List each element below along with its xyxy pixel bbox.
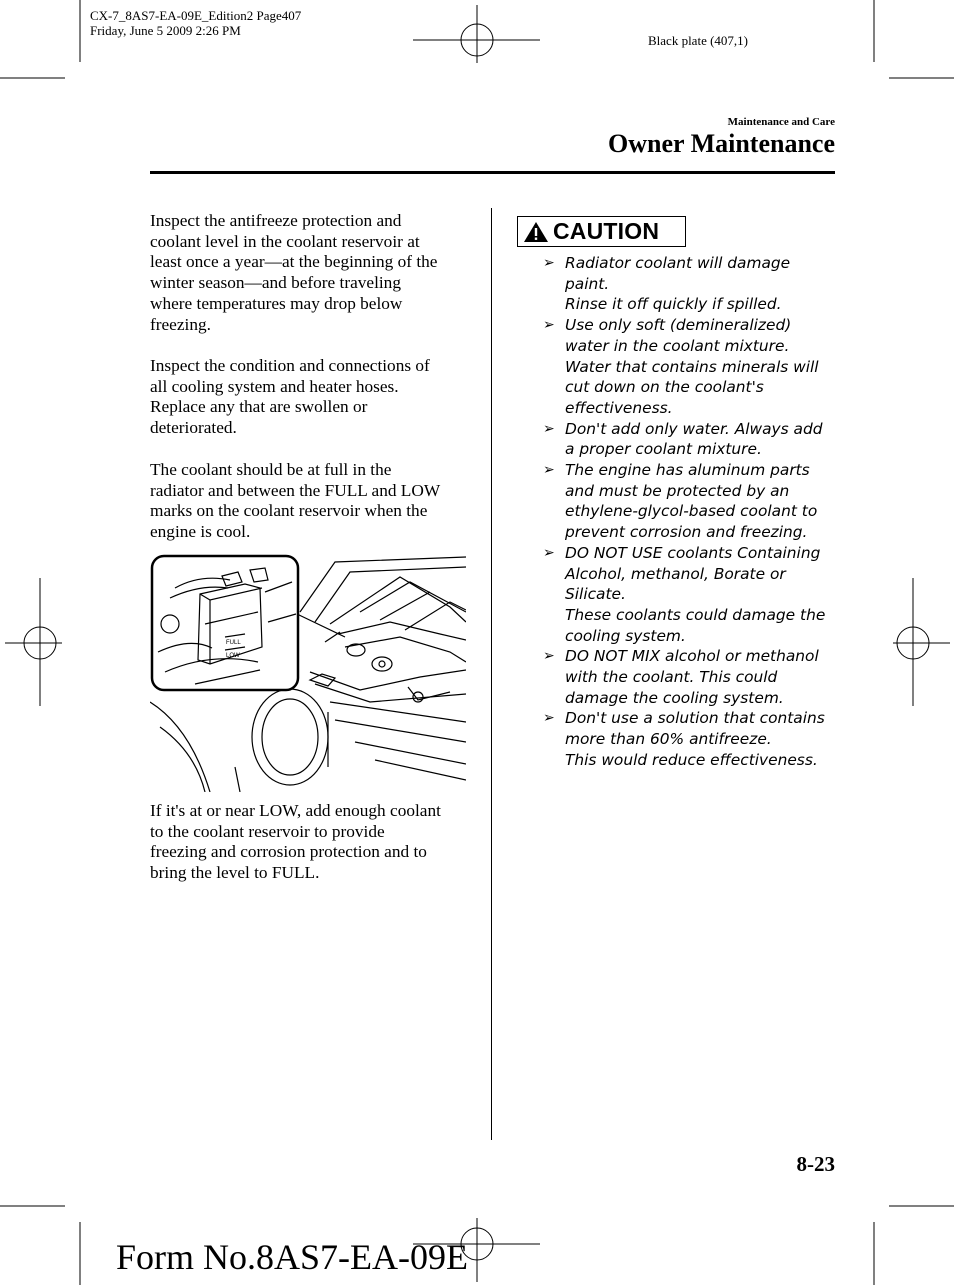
text-line: engine is cool. [150,522,251,542]
text-line: The coolant should be at full in the [150,460,392,479]
column-divider [491,208,492,1140]
low-mark-label: LOW [226,653,240,659]
caution-item: ➢ Radiator coolant will damage paint. Rinse it off quickly if spilled. [543,254,791,314]
arrow-bullet-icon: ➢ [543,544,555,561]
plate-label: Black plate (407,1) [648,33,748,48]
text-line: marks on the coolant reservoir when the [150,501,428,521]
text-line: freezing. [150,314,211,334]
caution-item: ➢ DO NOT MIX alcohol or methanol with the coolant. This could damage the cooling system. [543,647,819,707]
page-title: Owner Maintenance [608,129,835,158]
text-line: coolant level in the coolant reservoir at [150,231,420,251]
print-meta-line2: Friday, June 5 2009 2:26 PM [90,23,241,38]
caution-item: ➢ DO NOT USE coolants Containing Alcohol, methanol, Borate or Silicate. These coolants could damage the cooling system. [543,543,826,645]
section-heading: Maintenance and Care [727,116,835,128]
paragraph-add-coolant [150,801,470,884]
coolant-reservoir-illustration [150,552,466,792]
full-mark-label: FULL [226,640,241,646]
text-line: all cooling system and heater hoses. [150,376,399,396]
print-meta-line1: CX-7_8AS7-EA-09E_Edition2 Page407 [90,8,302,23]
text-line: Inspect the condition and connections of [150,356,430,375]
paragraph-coolant-level [150,460,470,543]
text-line: least once a year―at the beginning of the [150,252,438,272]
caution-item: ➢ Don't use a solution that contains more than 60% antifreeze. This would reduce effectiveness. [543,709,825,769]
text-line: to the coolant reservoir to provide [150,821,385,841]
paragraph-antifreeze-inspection [150,211,470,335]
arrow-bullet-icon: ➢ [543,255,555,271]
text-line: freezing and corrosion protection and to [150,842,427,862]
arrow-bullet-icon: ➢ [543,710,555,727]
paragraph-hose-inspection [150,356,470,439]
text-line: If it's at or near LOW, add enough coolant [150,801,441,820]
arrow-bullet-icon: ➢ [543,317,555,334]
registration-mark-left [5,578,62,706]
text-line: Inspect the antifreeze protection and [150,211,402,230]
form-number: Form No.8AS7-EA-09E [116,1237,468,1277]
registration-mark-right [893,578,950,706]
registration-mark-top [413,5,540,63]
text-line: where temperatures may drop below [150,293,403,313]
arrow-bullet-icon: ➢ [543,420,555,437]
page-number: 8-23 [796,1152,835,1176]
arrow-bullet-icon: ➢ [543,462,555,479]
title-divider [150,171,835,174]
warning-triangle-icon [523,221,549,243]
text-line: deteriorated. [150,418,237,438]
text-line: radiator and between the FULL and LOW [150,480,441,500]
caution-item: ➢ The engine has aluminum parts and must be protected by an ethylene-glycol-based coolant to prevent corrosion and freezing. [543,461,818,542]
text-line: winter season―and before traveling [150,273,401,293]
caution-list [543,253,843,771]
arrow-bullet-icon: ➢ [543,648,555,665]
caution-item: ➢ Use only soft (demineralized) water in the coolant mixture. Water that contains minerals will cut down on the coolant's effectiveness. [543,316,819,417]
print-metadata [90,8,301,38]
caution-item: ➢ Don't add only water. Always add a proper coolant mixture. [543,419,823,459]
caution-header [517,216,686,247]
text-line: bring the level to FULL. [150,863,320,883]
caution-label: CAUTION [553,218,660,244]
text-line: Replace any that are swollen or [150,397,368,417]
